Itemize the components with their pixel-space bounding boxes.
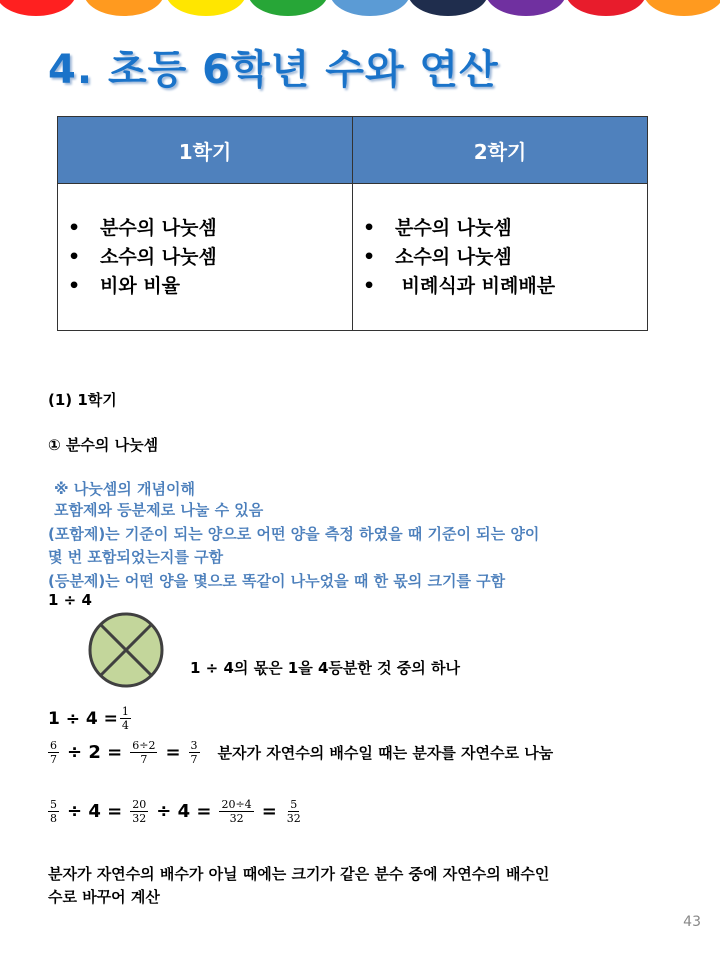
rainbow-segment <box>84 0 164 16</box>
fraction: $\frac{6\div 2}{7}$ <box>132 739 156 766</box>
example-label: 1 ÷ 4 <box>48 591 92 609</box>
rainbow-segment <box>166 0 246 16</box>
semester-table <box>57 116 648 331</box>
rainbow-segment <box>330 0 410 16</box>
conclusion-line: 분자가 자연수의 배수가 아닐 때에는 크기가 같은 분수 중에 자연수의 배수인 <box>48 865 550 883</box>
eq-operator: = <box>261 801 277 822</box>
fraction: $\frac{3}{7}$ <box>190 739 198 766</box>
rainbow-segment <box>248 0 328 16</box>
concept-line: (등분제)는 어떤 양을 몇으로 똑같이 나누었을 때 한 몫의 크기를 구함 <box>48 572 506 590</box>
rainbow-top-strip <box>0 0 720 18</box>
rainbow-segment <box>644 0 720 16</box>
list-item: • 분수의 나눗셈 <box>68 214 352 243</box>
rainbow-segment <box>408 0 488 16</box>
concept-heading: ※ 나눗셈의 개념이해 <box>54 480 195 498</box>
fraction: $\frac{1}{4}$ <box>121 705 129 732</box>
eq-operator: ÷ 2 = <box>67 742 123 763</box>
fraction: $\frac{20}{32}$ <box>132 798 147 825</box>
equation-note: 분자가 자연수의 배수일 때는 분자를 자연수로 나눔 <box>217 744 554 762</box>
section-heading: (1) 1학기 <box>48 391 117 409</box>
list-item: • 분수의 나눗셈 <box>363 214 647 243</box>
equation-2 <box>46 739 553 766</box>
fraction: $\frac{6}{7}$ <box>50 739 57 766</box>
semester-1-cell <box>58 184 353 331</box>
equation-3 <box>46 798 305 825</box>
list-item: • 비례식과 비례배분 <box>363 272 647 301</box>
page-number: 43 <box>683 914 701 930</box>
list-item: • 소수의 나눗셈 <box>363 243 647 272</box>
rainbow-segment <box>566 0 646 16</box>
header-semester-1: 1학기 <box>58 117 353 184</box>
list-item: • 비와 비율 <box>68 272 352 301</box>
subsection-heading: ① 분수의 나눗셈 <box>48 436 159 454</box>
quartered-circle <box>87 611 167 691</box>
eq-operator: = <box>165 742 181 763</box>
equation-1 <box>48 705 133 732</box>
list-item: • 소수의 나눗셈 <box>68 243 352 272</box>
semester-2-cell <box>353 184 648 331</box>
fraction: $\frac{5}{8}$ <box>50 798 57 825</box>
rainbow-segment <box>0 0 76 16</box>
fraction: $\frac{5}{32}$ <box>286 798 301 825</box>
concept-line: 포함제와 등분제로 나눌 수 있음 <box>54 501 264 519</box>
fraction: $\frac{20\div 4}{32}$ <box>221 798 252 825</box>
rainbow-segment <box>486 0 566 16</box>
page-title: 4. 초등 6학년 수와 연산 <box>48 47 499 93</box>
header-semester-2: 2학기 <box>353 117 648 184</box>
eq-operator: ÷ 4 = <box>67 801 123 822</box>
concept-line: 몇 번 포함되었는지를 구함 <box>48 548 224 566</box>
eq-operator: ÷ 4 = <box>156 801 212 822</box>
conclusion-line: 수로 바꾸어 계산 <box>48 888 160 906</box>
eq-text: 1 ÷ 4 = <box>48 708 118 729</box>
concept-line: (포함제)는 기준이 되는 양으로 어떤 양을 측정 하였을 때 기준이 되는 양이 <box>48 525 540 543</box>
circle-caption: 1 ÷ 4의 몫은 1을 4등분한 것 중의 하나 <box>190 659 460 677</box>
